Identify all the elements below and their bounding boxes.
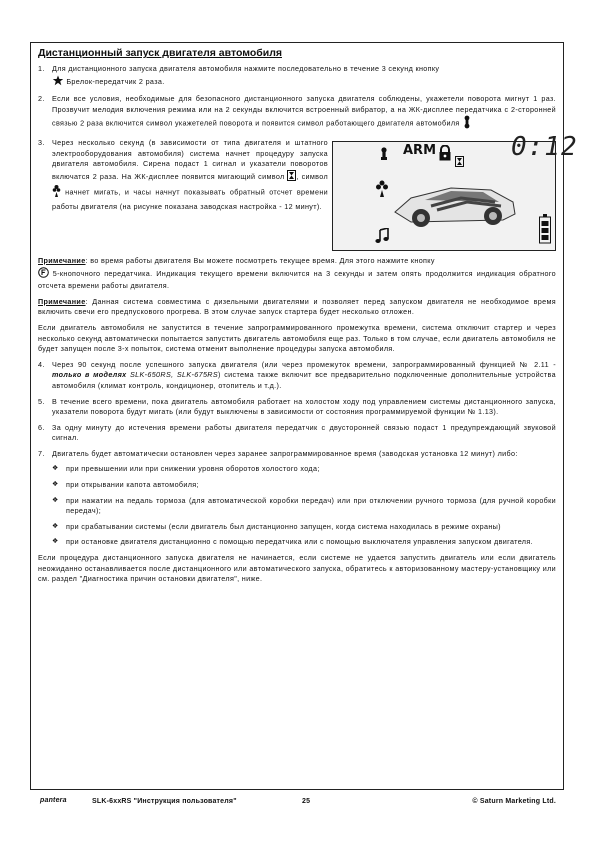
f-button-icon <box>38 267 49 282</box>
item-number: 7. <box>38 448 45 458</box>
list-item-4 <box>38 360 556 392</box>
bullet-diamond-icon: ❖ <box>52 522 59 530</box>
star-button-icon <box>52 75 64 90</box>
list-item-3 <box>38 138 328 251</box>
lock-icon <box>437 145 453 165</box>
bullet-diamond-icon: ❖ <box>52 538 59 546</box>
music-note-icon <box>375 228 389 248</box>
item-text-c: начнет мигать, и часы начнут показывать обратный отсчет времени работы двигателя (на рисунке показана заводская настройка - 12 минут). <box>52 188 329 211</box>
list-item-1 <box>38 64 556 89</box>
car-image <box>391 172 519 234</box>
list-item-3-row <box>38 131 578 251</box>
note-2 <box>38 297 556 318</box>
page-number: 25 <box>302 798 311 805</box>
item-text-b: только в моделях <box>52 370 127 380</box>
bullet-text: при открывании капота автомобиля; <box>66 480 199 490</box>
list-item-6 <box>38 423 556 444</box>
lcd-arm-label: ARM <box>403 142 437 158</box>
battery-icon <box>539 214 551 248</box>
item-number: 5. <box>38 396 45 406</box>
item-text-b: Брелок-передатчик 2 раза. <box>66 76 165 86</box>
item-text-a: Для дистанционного запуска двигателя автомобиля нажмите последовательно в течение 3 секунд кнопку <box>52 64 440 73</box>
footer-copyright: © Saturn Marketing Ltd. <box>472 798 556 805</box>
item-number: 1. <box>38 64 45 73</box>
bullet-diamond-icon: ❖ <box>52 465 59 473</box>
bullet-text: при превышении или при снижении уровня оборотов холостого хода; <box>66 464 320 474</box>
engine-key-icon <box>375 180 389 202</box>
note-text-b: 5-кнопочного передатчика. Индикация текущего времени включится на 3 секунды и затем опять продолжится индикация обратного отсчета времени работы двигателя. <box>38 268 556 291</box>
page-content <box>38 47 578 590</box>
item-text-c: SLK-650RS, SLK-675RS <box>129 370 218 380</box>
lcd-display-illustration <box>332 131 578 251</box>
bullet-diamond-icon: ❖ <box>52 496 59 504</box>
note-label: Примечание <box>38 296 86 306</box>
item-text-a: Через 90 секунд после успешного запуска двигателя (или через промежуток времени, запрограммированный функцией № 2.11 - <box>52 359 556 369</box>
brand-logo: pantera <box>40 797 67 804</box>
list-item <box>52 537 556 548</box>
item-text <box>52 64 556 89</box>
item-text-a: Если все условия, необходимые для безопасного дистанционного запуска двигателя соблюдены, укажетели поворота мигнут 1 раз. Прозвучит мелодия включения режима или на 2 секунды включится встроенный вибратор, а на ЖК-дисплее передатчика с 2-сторонней связью 2 раза включится символ укажетелей поворота и появится символ работающего двигателя автомобиля <box>52 94 556 129</box>
paragraph-retry: Если двигатель автомобиля не запустится в течение запрограммированного промежутка времени, система отключит стартер и через несколько секунд автоматически попытается запустить двигатель автомобиля еще раз. Только в том случае, если двигатель автомобиля не будет запущен после 3-х попыток, система отменит выполнение процедуры запуска автомобиля. <box>38 322 556 354</box>
paragraph-final: Если процедура дистанционного запуска двигателя не начинается, если системе не удается запустить двигатель или если двигатель неожиданно останавливается после дистанционного или автоматического запуска, обратитесь к авторизованному мастеру-установщику или см. раздел "Диагностика причин остановки двигателя", ниже. <box>38 553 556 584</box>
item-text <box>52 360 556 392</box>
list-item-7 <box>38 449 556 460</box>
note-label: Примечание <box>38 255 86 265</box>
bullet-diamond-icon: ❖ <box>52 481 59 489</box>
item-number: 6. <box>38 422 45 432</box>
note-text: : Данная система совместима с дизельными двигателями и позволяет перед запуском двигателя не необходимое время включить свечи его предпускового прогрева. В этом случае запуск стартера будет несколько отложен. <box>38 296 556 317</box>
engine-running-icon <box>462 115 472 133</box>
list-item <box>52 496 556 517</box>
item-text-b: , символ <box>296 171 328 181</box>
list-item-2 <box>38 94 556 133</box>
bullet-text: при срабатывании системы (если двигатель был дистанционно запущен, когда система находилась в режиме охраны) <box>66 521 501 531</box>
item-text: В течение всего времени, пока двигатель автомобиля работает на холостом ходу под управлением системы дистанционного запуска, указатели поворота будут мигать (или будут выключены в зависимости от состояния программируемой функции № 1.13). <box>52 396 556 417</box>
footer-document-title: SLK-6xxRS "Инструкция пользователя" <box>92 798 237 805</box>
note-1 <box>38 256 556 292</box>
list-item <box>52 522 556 533</box>
list-item <box>52 480 556 491</box>
lcd-time-readout: 0:12 <box>511 131 578 162</box>
item-text: За одну минуту до истечения времени работы двигателя передатчик с двусторонней связью подаст 1 предупреждающий звуковой сигнал. <box>52 422 556 443</box>
list-item <box>52 464 556 475</box>
bullet-text: при остановке двигателя дистанционно с помощью передатчика или с помощью выключателя управления запуском двигателя. <box>66 537 533 547</box>
item-text-d: ) система также включит все предварительно подключенные дополнительные устройства автомобиля (климат контроль, кондиционер, отопитель и т.д.). <box>52 370 556 390</box>
stop-conditions-list <box>52 464 556 548</box>
item-number: 3. <box>38 137 45 147</box>
list-item-5 <box>38 397 556 418</box>
engine-running-icon <box>379 147 389 167</box>
page-footer <box>40 797 556 811</box>
item-text <box>52 138 328 251</box>
item-text-a: Через несколько секунд (в зависимости от типа двигателя и штатного электрооборудования автомобиля) система начнет процедуру запуска двигателя автомобиля. Сирена подаст 1 сигнал и указатели поворотов включатся 2 раза. На ЖК-дисплее появится мигающий символ <box>52 137 328 181</box>
item-text: Двигатель будет автоматически остановлен через заранее запрограммированное время (заводская установка 12 минут) либо: <box>52 448 518 458</box>
page-title: Дистанционный запуск двигателя автомобиля <box>38 47 282 59</box>
item-text <box>52 94 556 133</box>
item-number: 4. <box>38 359 45 369</box>
hourglass-icon <box>455 156 464 171</box>
bullet-text: при нажатии на педаль тормоза (для автоматической коробки передач) или при отключении ручного тормоза (для ручной коробки передач); <box>66 495 556 516</box>
engine-key-icon <box>52 184 61 202</box>
note-text-a: : во время работы двигателя Вы можете посмотреть текущее время. Для этого нажмите кнопку <box>85 255 435 265</box>
item-number: 2. <box>38 94 45 104</box>
